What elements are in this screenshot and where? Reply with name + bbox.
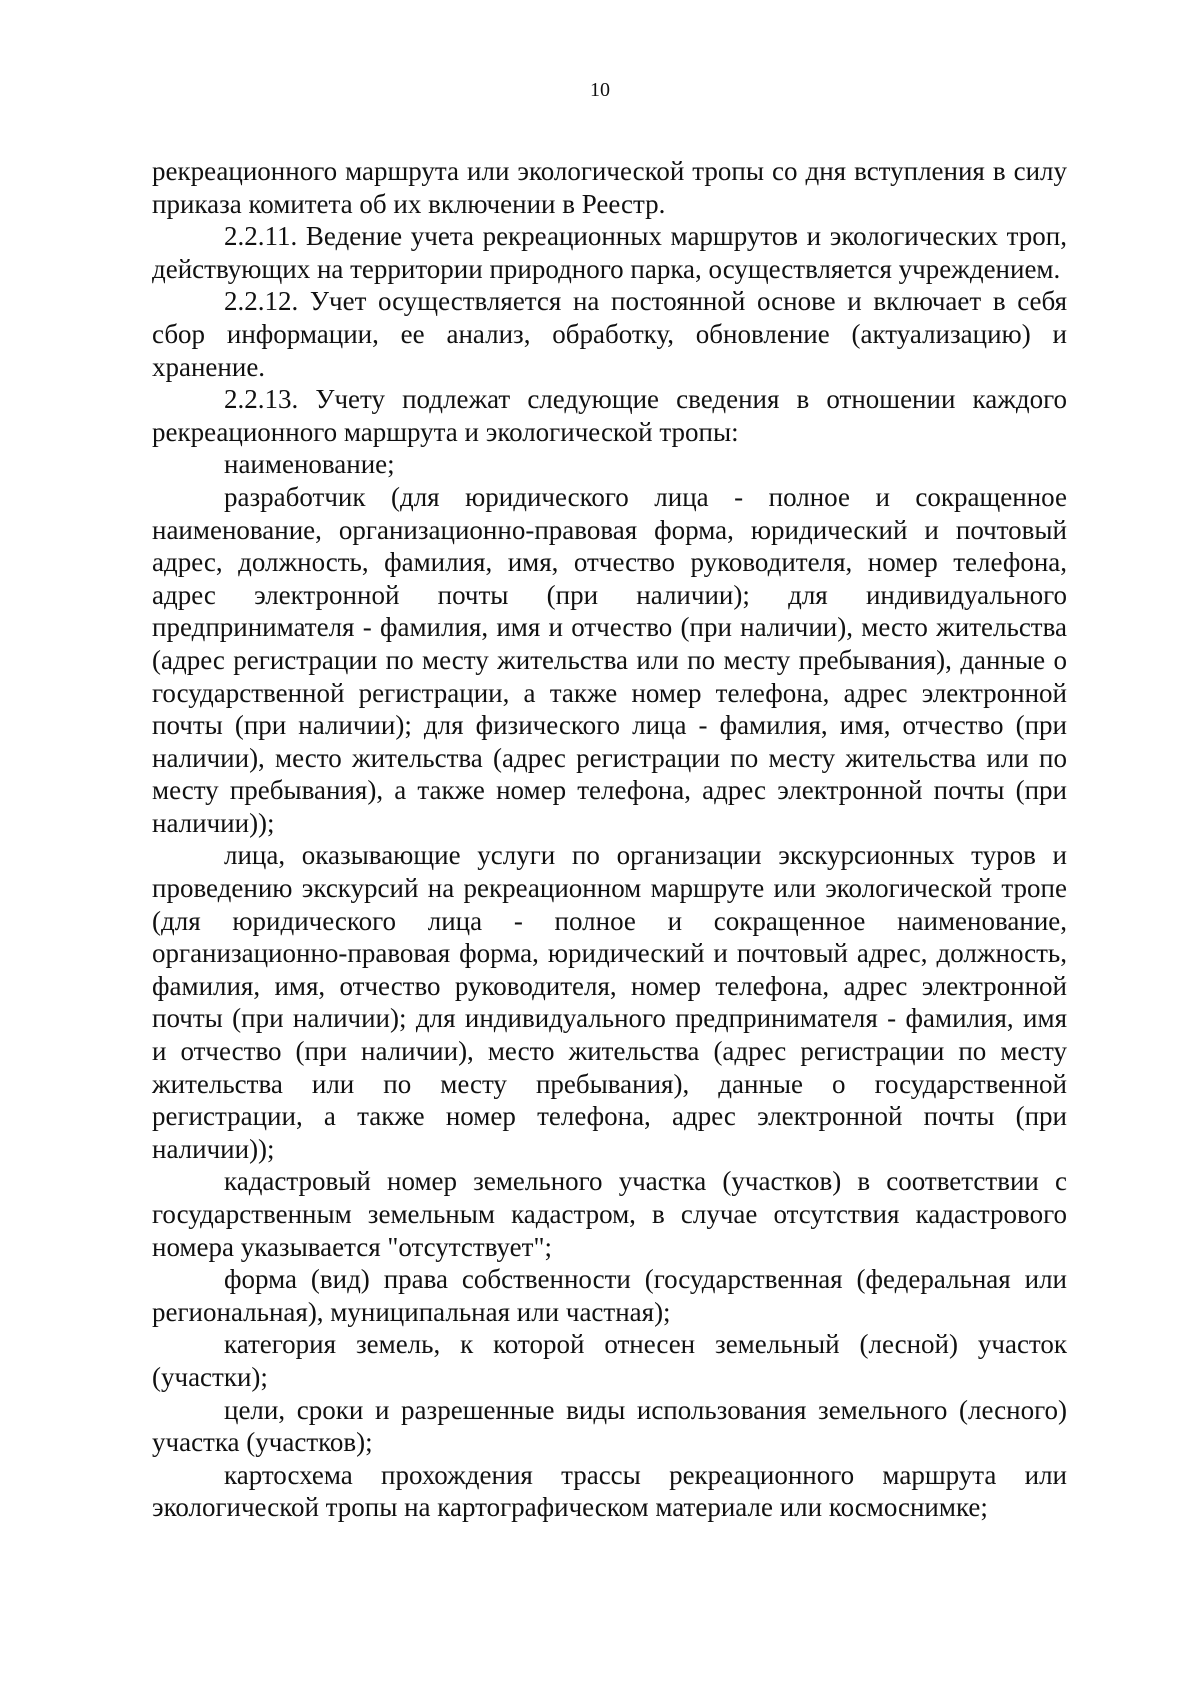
paragraph: 2.2.13. Учету подлежат следующие сведения в отношении каждого рекреационного маршрута и экологической тропы: — [152, 384, 1067, 447]
page-number: 10 — [590, 79, 610, 101]
paragraph: форма (вид) права собственности (государственная (федеральная или региональная), муниципальная или частная); — [152, 1264, 1067, 1327]
paragraph: лица, оказывающие услуги по организации экскурсионных туров и проведению экскурсий на рекреационном маршруте или экологической тропе (для юридического лица - полное и сокращенное наименование, организационно-правовая форма, юридический и почтовый адрес, должность, фамилия, имя, отчество руководителя, номер телефона, адрес электронной почты (при наличии); для индивидуального предпринимателя - фамилия, имя и отчество (при наличии), место жительства (адрес регистрации по месту жительства или по месту пребывания), данные о государственной регистрации, а также номер телефона, адрес электронной почты (при наличии)); — [152, 840, 1067, 1164]
paragraph: рекреационного маршрута или экологической тропы со дня вступления в силу приказа комитета об их включении в Реестр. — [152, 156, 1067, 219]
document-body — [152, 155, 1067, 1524]
paragraph: цели, сроки и разрешенные виды использования земельного (лесного) участка (участков); — [152, 1394, 1067, 1458]
paragraph: картосхема прохождения трассы рекреационного маршрута или экологической тропы на картографическом материале или космоснимке; — [152, 1459, 1067, 1523]
paragraph: разработчик (для юридического лица - полное и сокращенное наименование, организационно-правовая форма, юридический и почтовый адрес, должность, фамилия, имя, отчество руководителя, номер телефона, адрес электронной почты (при наличии); для индивидуального предпринимателя - фамилия, имя и отчество (при наличии), место жительства (адрес регистрации по месту жительства или по месту пребывания), данные о государственной регистрации, а также номер телефона, адрес электронной почты (при наличии); для физического лица - фамилия, имя, отчество (при наличии), место жительства (адрес регистрации по месту жительства или по месту пребывания), а также номер телефона, адрес электронной почты (при наличии)); — [152, 481, 1067, 838]
paragraph: категория земель, к которой отнесен земельный (лесной) участок (участки); — [152, 1329, 1067, 1392]
paragraph: кадастровый номер земельного участка (участков) в соответствии с государственным земельным кадастром, в случае отсутствия кадастрового номера указывается "отсутствует"; — [152, 1166, 1067, 1262]
paragraph: 2.2.12. Учет осуществляется на постоянной основе и включает в себя сбор информации, ее анализ, обработку, обновление (актуализацию) и хранение. — [152, 286, 1067, 382]
paragraph: наименование; — [224, 449, 395, 480]
paragraph: 2.2.11. Ведение учета рекреационных маршрутов и экологических троп, действующих на территории природного парка, осуществляется учреждением. — [152, 221, 1067, 284]
